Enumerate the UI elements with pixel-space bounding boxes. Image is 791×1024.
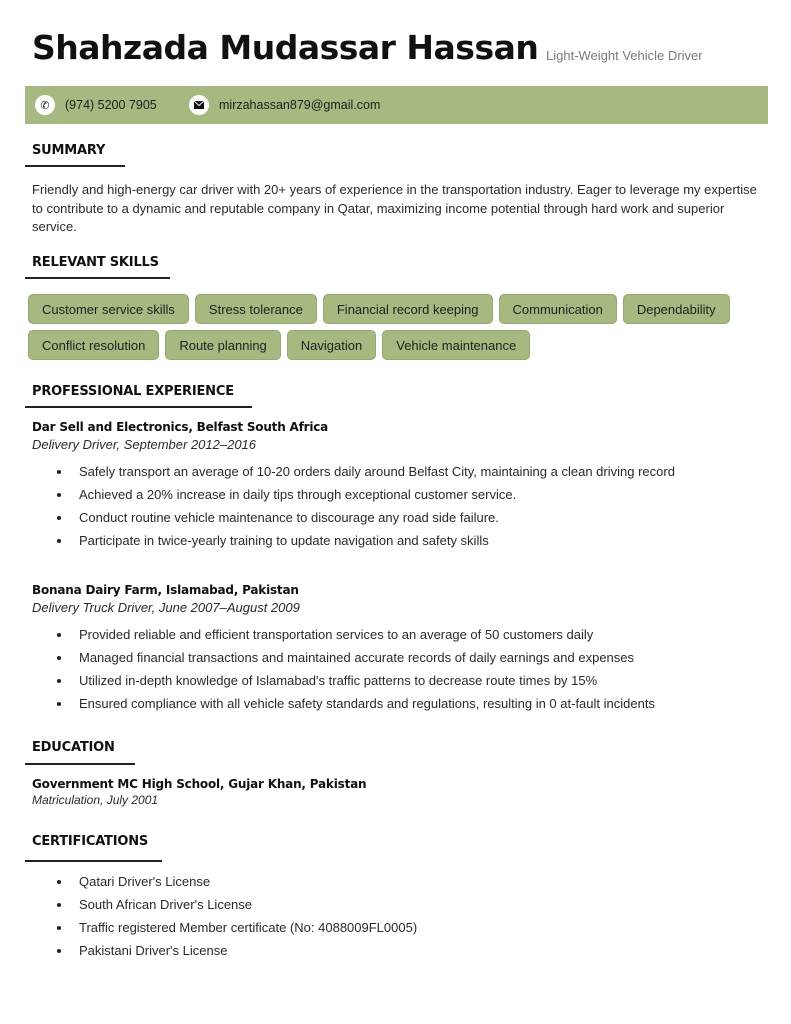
job-company: Bonana Dairy Farm, Islamabad, Pakistan xyxy=(32,583,299,597)
skill-chip: Financial record keeping xyxy=(323,294,493,324)
skill-chip: Communication xyxy=(499,294,617,324)
certifications-heading: CERTIFICATIONS xyxy=(32,834,149,849)
summary-heading: SUMMARY xyxy=(32,143,106,158)
job-entry xyxy=(32,583,772,715)
certifications-rule xyxy=(25,860,162,862)
skill-chip: Vehicle maintenance xyxy=(382,330,530,360)
education-rule xyxy=(25,763,135,765)
phone-number[interactable]: (974) 5200 7905 xyxy=(65,98,157,112)
envelope-icon xyxy=(189,95,209,115)
education-entry xyxy=(32,777,366,807)
education-detail: Matriculation, July 2001 xyxy=(32,793,159,807)
contact-email xyxy=(189,86,380,124)
certification-bullets xyxy=(32,870,772,962)
resume-header xyxy=(32,28,772,76)
skills-row xyxy=(28,294,768,324)
list-item: Participate in twice-yearly training to update navigation and safety skills xyxy=(32,529,772,552)
job-entry xyxy=(32,420,772,552)
skills-heading: RELEVANT SKILLS xyxy=(32,255,159,270)
skill-chip: Route planning xyxy=(165,330,280,360)
list-item: Qatari Driver's License xyxy=(32,870,772,893)
list-item: Pakistani Driver's License xyxy=(32,939,772,962)
experience-heading: PROFESSIONAL EXPERIENCE xyxy=(32,384,234,399)
certifications-list xyxy=(32,870,772,962)
job-company: Dar Sell and Electronics, Belfast South Africa xyxy=(32,420,329,434)
list-item: Traffic registered Member certificate (No: 4088009FL0005) xyxy=(32,916,772,939)
summary-text: Friendly and high-energy car driver with 20+ years of experience in the transportation industry. Eager to leverage my expertise to contribute to a dynamic and reputable company in Qatar, maximizing income potential through hard work and superior service. xyxy=(32,182,757,234)
contact-phone xyxy=(35,86,157,124)
skill-chip: Stress tolerance xyxy=(195,294,317,324)
job-role: Delivery Truck Driver, June 2007–August 2009 xyxy=(32,600,300,615)
job-bullets xyxy=(32,460,772,552)
education-school: Government MC High School, Gujar Khan, Pakistan xyxy=(32,777,367,791)
job-bullets xyxy=(32,623,772,715)
list-item: Ensured compliance with all vehicle safety standards and regulations, resulting in 0 at-fault incidents xyxy=(32,692,772,715)
experience-rule xyxy=(25,406,252,408)
list-item: Safely transport an average of 10-20 orders daily around Belfast City, maintaining a clean driving record xyxy=(32,460,772,483)
list-item: Provided reliable and efficient transportation services to an average of 50 customers daily xyxy=(32,623,772,646)
skills-list xyxy=(28,294,768,366)
skills-rule xyxy=(25,277,170,279)
list-item: Conduct routine vehicle maintenance to discourage any road side failure. xyxy=(32,506,772,529)
list-item: South African Driver's License xyxy=(32,893,772,916)
summary-rule xyxy=(25,165,125,167)
email-address[interactable]: mirzahassan879@gmail.com xyxy=(219,98,381,112)
list-item: Managed financial transactions and maintained accurate records of daily earnings and expenses xyxy=(32,646,772,669)
list-item: Utilized in-depth knowledge of Islamabad's traffic patterns to decrease route times by 15% xyxy=(32,669,772,692)
skill-chip: Conflict resolution xyxy=(28,330,159,360)
education-heading: EDUCATION xyxy=(32,740,115,755)
skill-chip: Dependability xyxy=(623,294,730,324)
skill-chip: Navigation xyxy=(287,330,376,360)
skill-chip: Customer service skills xyxy=(28,294,189,324)
contact-bar xyxy=(25,86,768,124)
skills-row xyxy=(28,330,768,360)
list-item: Achieved a 20% increase in daily tips through exceptional customer service. xyxy=(32,483,772,506)
job-role: Delivery Driver, September 2012–2016 xyxy=(32,437,257,452)
candidate-name: Shahzada Mudassar Hassan xyxy=(32,28,539,67)
candidate-role: Light-Weight Vehicle Driver xyxy=(546,48,703,63)
phone-icon: ✆ xyxy=(35,95,55,115)
